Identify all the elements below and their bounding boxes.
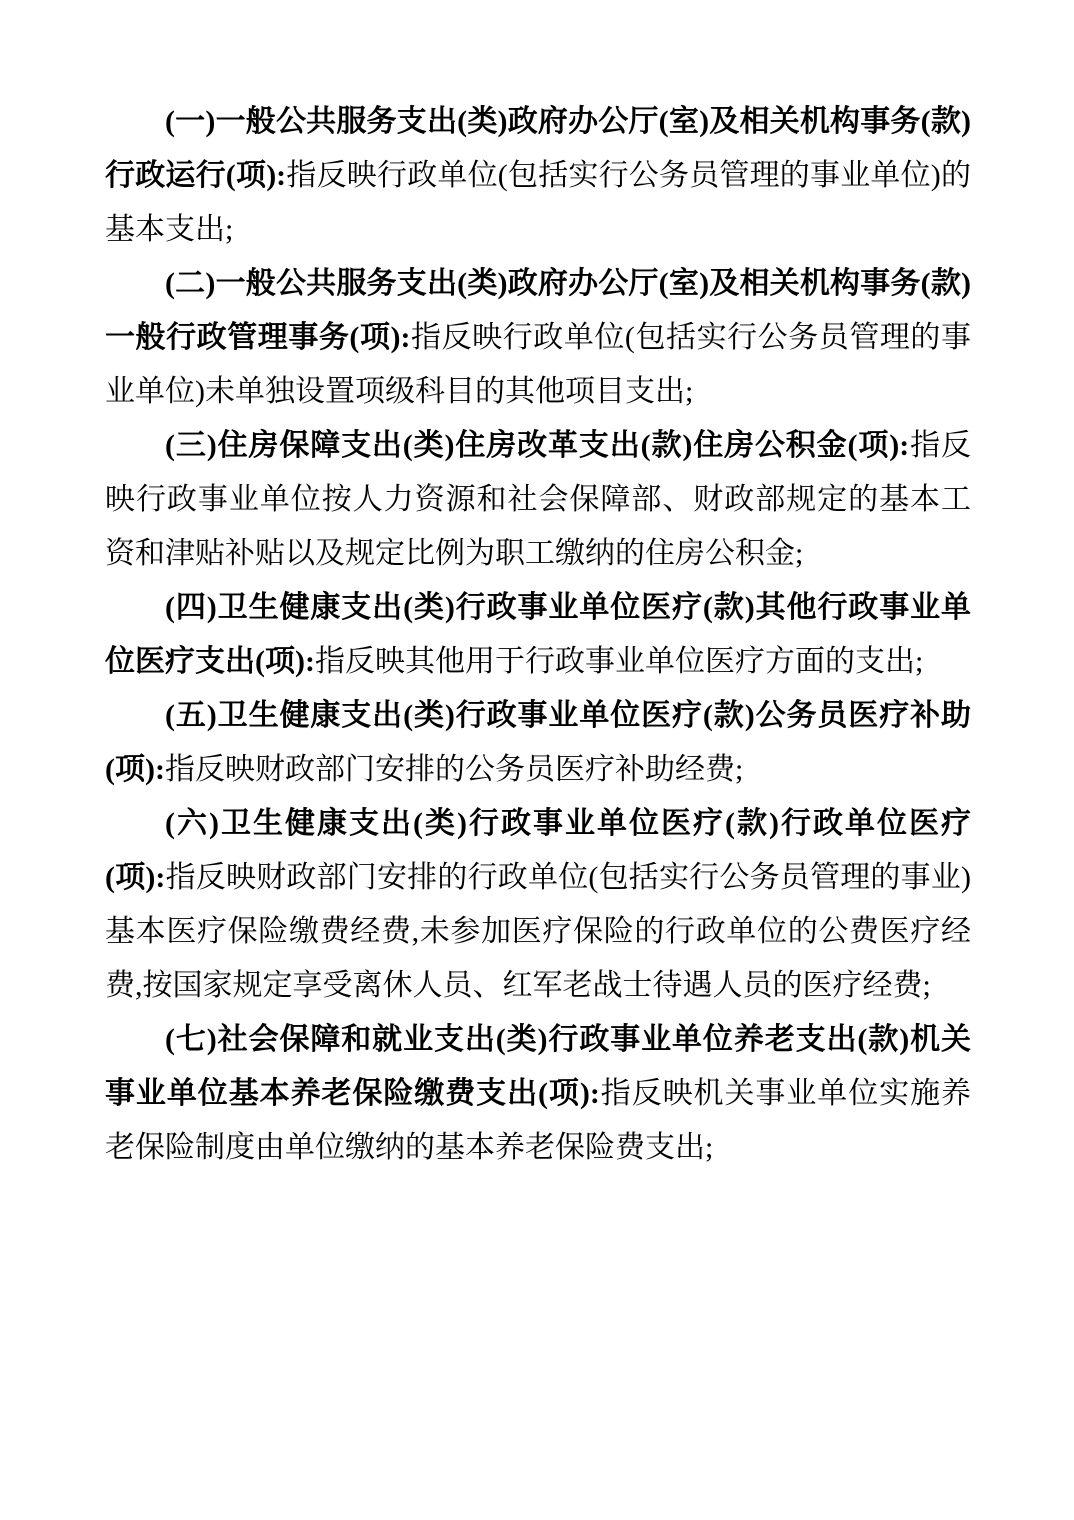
paragraph-6-body: 指反映财政部门安排的行政单位(包括实行公务员管理的事业)基本医疗保险缴费经费,未参加医疗保险的行政单位的公费医疗经费,按国家规定享受离休人员、红军老战士待遇人员的医疗经费;: [105, 861, 971, 1002]
paragraph-2: [105, 257, 971, 419]
paragraph-2-heading: (二)一般公共服务支出(类)政府办公厅(室)及相关机构事务(款)一般行政管理事务(项):: [105, 267, 971, 354]
paragraph-4-body: 指反映其他用于行政事业单位医疗方面的支出;: [314, 645, 924, 678]
paragraph-4-heading: (四)卫生健康支出(类)行政事业单位医疗(款)其他行政事业单位医疗支出(项):: [105, 591, 971, 678]
paragraph-7: [105, 1013, 971, 1175]
paragraph-3-heading: (三)住房保障支出(类)住房改革支出(款)住房公积金(项):: [165, 429, 910, 462]
document-content: [105, 95, 971, 1175]
paragraph-1-heading: (一)一般公共服务支出(类)政府办公厅(室)及相关机构事务(款)行政运行(项):: [105, 105, 971, 192]
paragraph-1: [105, 95, 971, 257]
paragraph-1-body: 指反映行政单位(包括实行公务员管理的事业单位)的基本支出;: [105, 159, 971, 246]
paragraph-2-body: 指反映行政单位(包括实行公务员管理的事业单位)未单独设置项级科目的其他项目支出;: [105, 321, 971, 408]
paragraph-4: [105, 581, 971, 689]
paragraph-3: [105, 419, 971, 581]
paragraph-5: [105, 689, 971, 797]
paragraph-7-body: 指反映机关事业单位实施养老保险制度由单位缴纳的基本养老保险费支出;: [105, 1077, 971, 1164]
paragraph-6-heading: (六)卫生健康支出(类)行政事业单位医疗(款)行政单位医疗(项):: [105, 807, 971, 894]
paragraph-6: [105, 797, 971, 1013]
paragraph-3-body: 指反映行政事业单位按人力资源和社会保障部、财政部规定的基本工资和津贴补贴以及规定比例为职工缴纳的住房公积金;: [105, 429, 972, 570]
paragraph-7-heading: (七)社会保障和就业支出(类)行政事业单位养老支出(款)机关事业单位基本养老保险缴费支出(项):: [105, 1023, 971, 1110]
paragraph-5-body: 指反映财政部门安排的公务员医疗补助经费;: [164, 753, 744, 786]
paragraph-5-heading: (五)卫生健康支出(类)行政事业单位医疗(款)公务员医疗补助(项):: [105, 699, 971, 786]
